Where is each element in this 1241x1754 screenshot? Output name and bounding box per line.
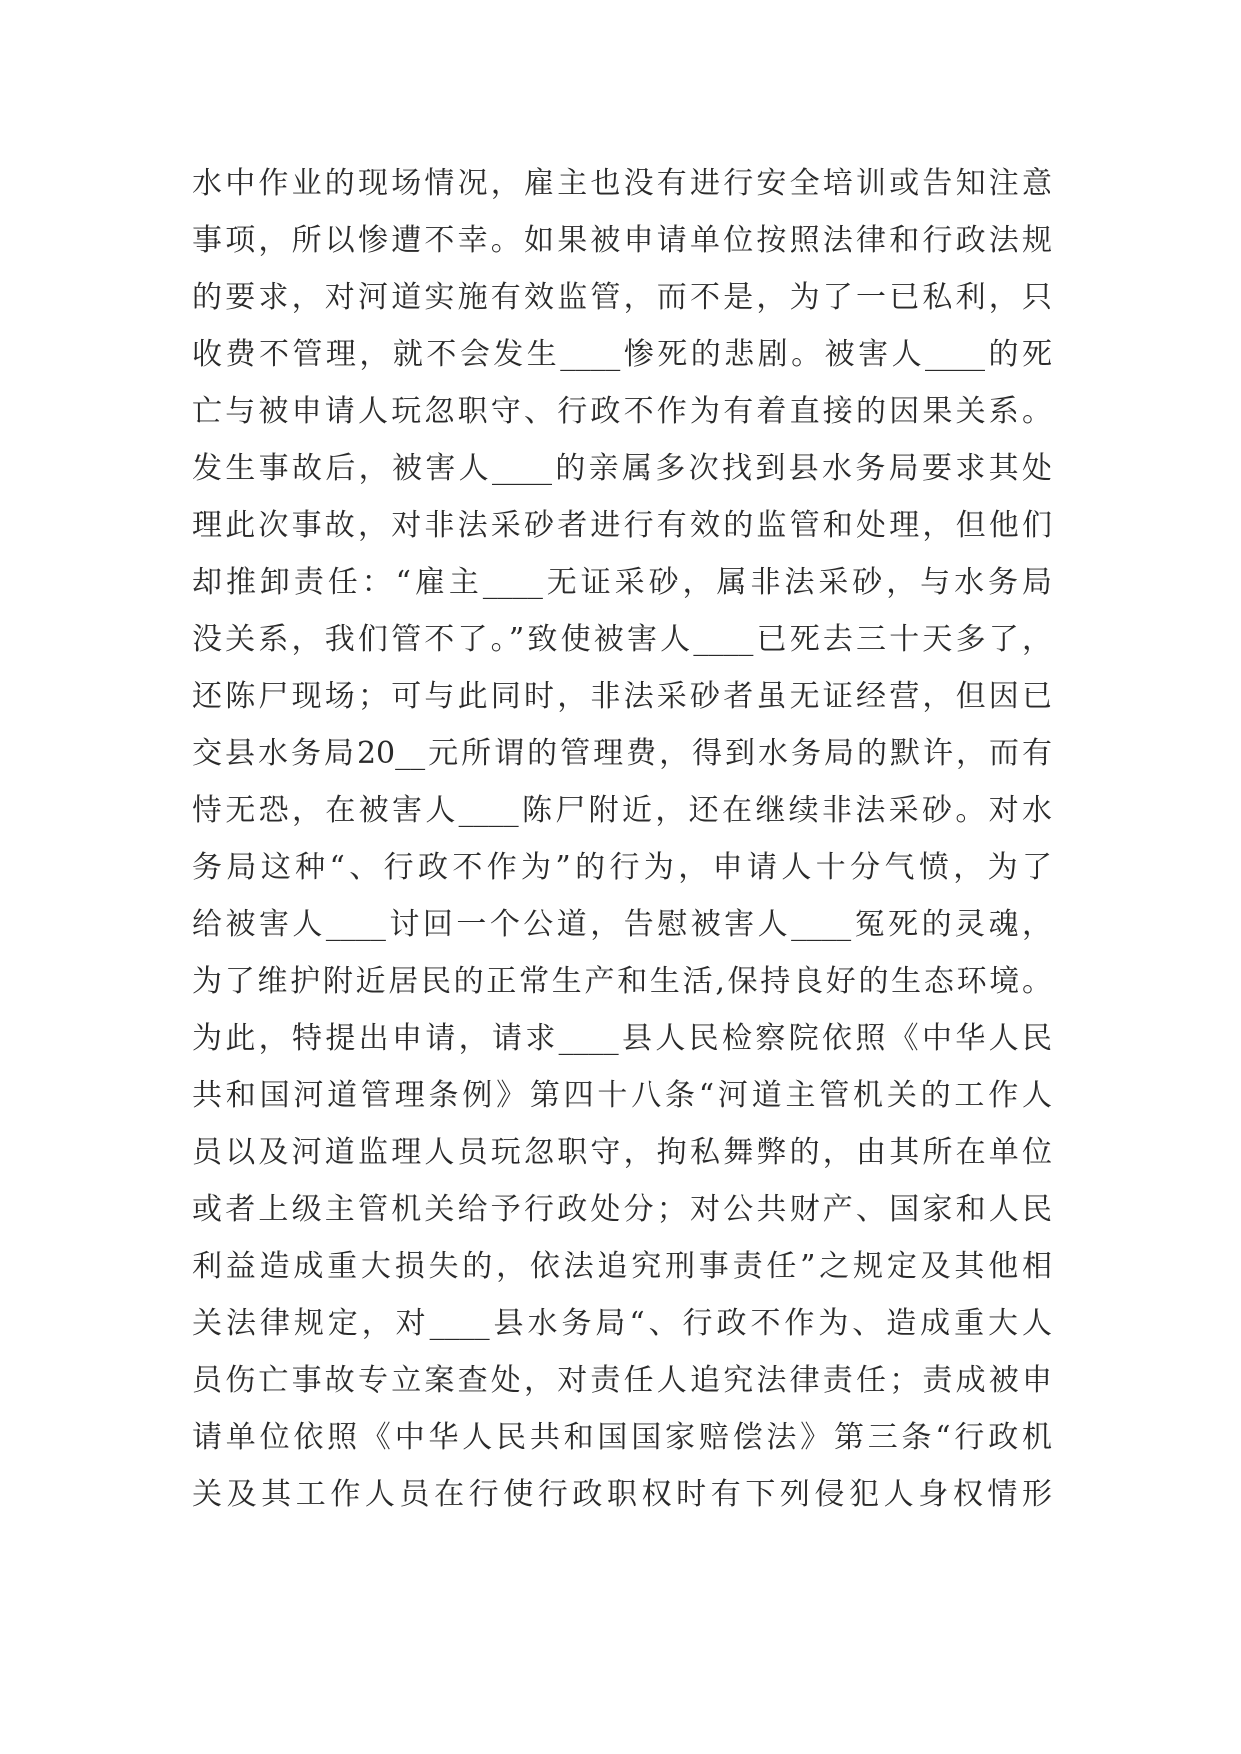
text-line: 收费不管理，就不会发生____惨死的悲剧。被害人____的死 bbox=[192, 337, 1052, 372]
text-line: 为此，特提出申请，请求____县人民检察院依照《中华人民 bbox=[192, 1021, 1052, 1056]
text-line: 为了维护附近居民的正常生产和生活,保持良好的生态环境。 bbox=[192, 964, 1052, 999]
text-line: 发生事故后，被害人____的亲属多次找到县水务局要求其处 bbox=[192, 451, 1052, 486]
body-text bbox=[192, 155, 1052, 1523]
text-line: 给被害人____讨回一个公道，告慰被害人____冤死的灵魂， bbox=[192, 907, 1052, 942]
text-line: 利益造成重大损失的，依法追究刑事责任”之规定及其他相 bbox=[192, 1249, 1052, 1284]
text-line: 却推卸责任：“雇主____无证采砂，属非法采砂，与水务局 bbox=[192, 565, 1052, 600]
text-line: 请单位依照《中华人民共和国国家赔偿法》第三条“行政机 bbox=[192, 1420, 1052, 1455]
text-line: 的要求，对河道实施有效监管，而不是，为了一已私利，只 bbox=[192, 280, 1052, 315]
text-line: 没关系，我们管不了。”致使被害人____已死去三十天多了， bbox=[192, 622, 1052, 657]
text-line: 理此次事故，对非法采砂者进行有效的监管和处理，但他们 bbox=[192, 508, 1052, 543]
text-line: 恃无恐，在被害人____陈尸附近，还在继续非法采砂。对水 bbox=[192, 793, 1052, 828]
text-line: 交县水务局20__元所谓的管理费，得到水务局的默许，而有 bbox=[192, 736, 1052, 771]
text-line: 还陈尸现场；可与此同时，非法采砂者虽无证经营，但因已 bbox=[192, 679, 1052, 714]
text-line: 务局这种“、行政不作为”的行为，申请人十分气愤，为了 bbox=[192, 850, 1052, 885]
text-line: 或者上级主管机关给予行政处分；对公共财产、国家和人民 bbox=[192, 1192, 1052, 1227]
text-line: 亡与被申请人玩忽职守、行政不作为有着直接的因果关系。 bbox=[192, 394, 1052, 429]
text-line: 员伤亡事故专立案查处，对责任人追究法律责任；责成被申 bbox=[192, 1363, 1052, 1398]
text-line: 员以及河道监理人员玩忽职守，拘私舞弊的，由其所在单位 bbox=[192, 1135, 1052, 1170]
text-line: 事项，所以惨遭不幸。如果被申请单位按照法律和行政法规 bbox=[192, 223, 1052, 258]
text-line: 关及其工作人员在行使行政职权时有下列侵犯人身权情形 bbox=[192, 1477, 1052, 1512]
text-line: 水中作业的现场情况，雇主也没有进行安全培训或告知注意 bbox=[192, 166, 1052, 201]
text-line: 关法律规定，对____县水务局“、行政不作为、造成重大人 bbox=[192, 1306, 1052, 1341]
text-line: 共和国河道管理条例》第四十八条“河道主管机关的工作人 bbox=[192, 1078, 1052, 1113]
